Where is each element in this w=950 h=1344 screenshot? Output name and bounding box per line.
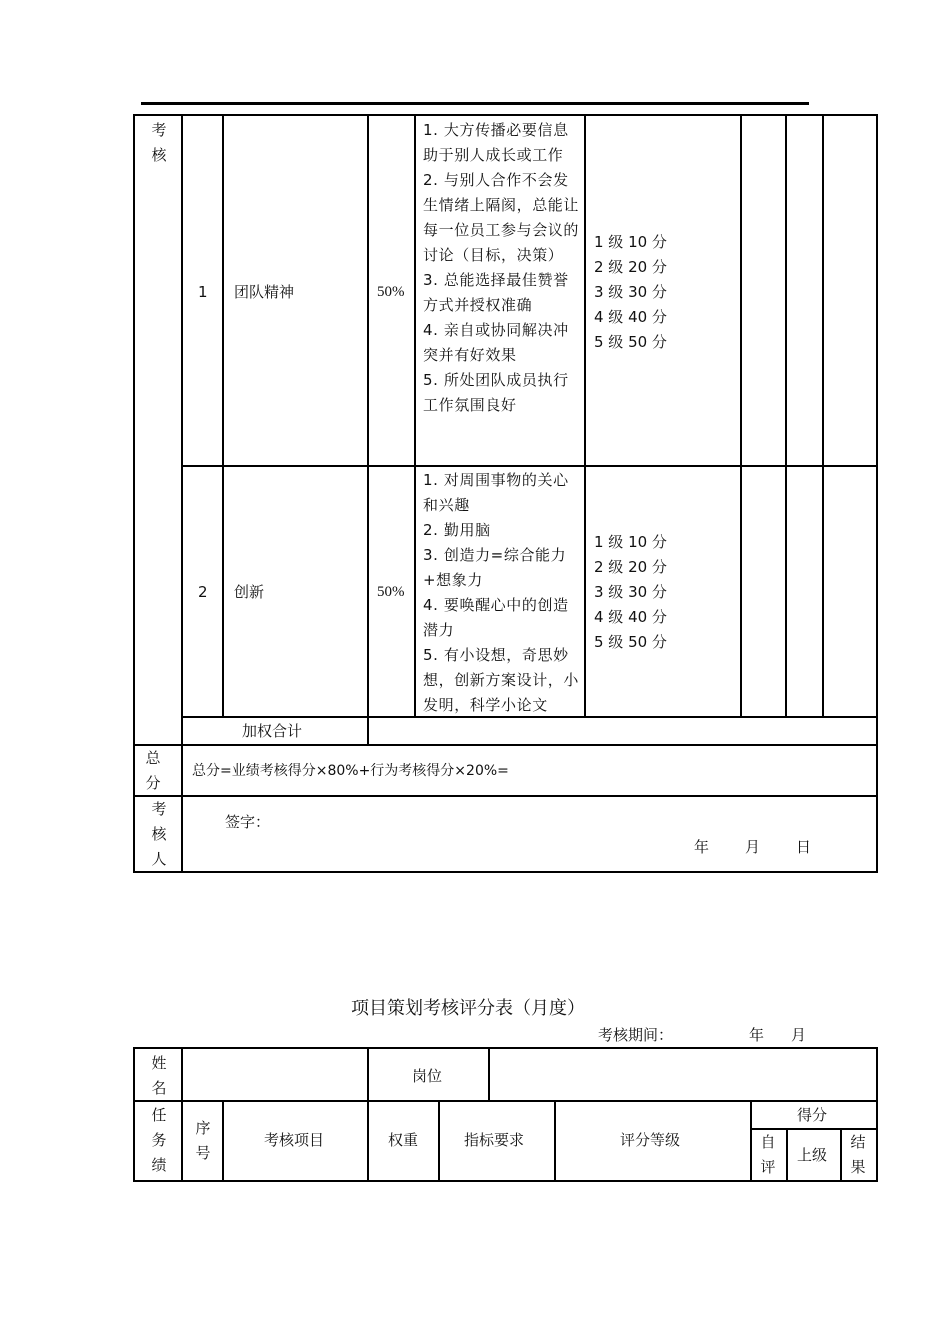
row-indicators <box>423 118 579 418</box>
col-divider <box>740 114 742 717</box>
grade-item: 1 级 10 分 <box>594 533 667 551</box>
indicator-item: 3. 总能选择最佳赞誉方式并授权准确 <box>423 271 569 314</box>
grade-item: 2 级 20 分 <box>594 258 667 276</box>
label-char: 序 <box>195 1119 211 1137</box>
side-char: 人 <box>151 850 167 868</box>
form-title: 项目策划考核评分表（月度） <box>351 998 585 1018</box>
grade-item: 1 级 10 分 <box>594 233 667 251</box>
row-divider <box>181 465 878 467</box>
indicator-item: 2. 勤用脑 <box>423 521 491 539</box>
table-border-bottom <box>133 1180 878 1182</box>
row-weight: 50% <box>377 284 405 300</box>
col-divider <box>750 1100 752 1182</box>
grade-item: 4 级 40 分 <box>594 308 667 326</box>
indicator-item: 4. 亲自或协同解决冲突并有好效果 <box>423 321 569 364</box>
row-divider <box>133 795 878 797</box>
row-number: 1 <box>198 283 208 301</box>
col-divider <box>367 114 369 745</box>
side-label-assessor <box>149 797 169 872</box>
label-char: 姓 <box>151 1054 167 1072</box>
side-char: 分 <box>145 774 161 792</box>
row-indicators <box>423 468 579 718</box>
indicator-item: 5. 有小设想，奇思妙想，创新方案设计，小发明，科学小论文 <box>423 646 580 714</box>
row-number: 2 <box>198 583 208 601</box>
post-label: 岗位 <box>412 1067 443 1085</box>
table-border-right <box>876 114 878 873</box>
side-char: 核 <box>151 825 167 843</box>
col-divider <box>822 114 824 717</box>
item-header: 考核项目 <box>264 1131 325 1149</box>
date-year: 年 <box>694 838 710 856</box>
result-header <box>848 1130 868 1180</box>
indicator-item: 2. 与别人合作不会发生情绪上隔阂，总能让每一位员工参与会议的讨论（目标，决策） <box>423 171 580 264</box>
table-border-left <box>133 114 135 873</box>
task-label <box>149 1103 169 1178</box>
grade-item: 2 级 20 分 <box>594 558 667 576</box>
label-char: 结 <box>850 1133 866 1151</box>
col-divider <box>414 114 416 717</box>
self-eval-header <box>758 1130 778 1180</box>
grade-header: 评分等级 <box>620 1131 681 1149</box>
side-label-assess <box>149 118 169 168</box>
label-char: 评 <box>760 1158 776 1176</box>
col-divider <box>785 114 787 717</box>
name-label <box>149 1051 169 1101</box>
header-rule <box>141 102 809 105</box>
col-divider <box>554 1100 556 1182</box>
col-divider <box>367 1047 369 1182</box>
label-char: 务 <box>151 1131 167 1149</box>
indicator-item: 4. 要唤醒心中的创造潜力 <box>423 596 569 639</box>
row-item: 团队精神 <box>234 283 295 301</box>
label-char: 绩 <box>151 1156 167 1174</box>
col-divider <box>181 114 183 873</box>
superior-header: 上级 <box>797 1146 828 1164</box>
grade-item: 3 级 30 分 <box>594 583 667 601</box>
col-divider <box>438 1100 440 1182</box>
grade-item: 3 级 30 分 <box>594 283 667 301</box>
row-grades <box>594 230 667 355</box>
col-divider <box>584 114 586 717</box>
col-divider <box>786 1128 788 1182</box>
table-border-bottom <box>133 871 878 873</box>
period-month: 月 <box>791 1028 807 1044</box>
date-day: 日 <box>796 838 812 856</box>
label-char: 名 <box>151 1079 167 1097</box>
date-month: 月 <box>745 838 761 856</box>
weight-header: 权重 <box>388 1131 419 1149</box>
label-char: 任 <box>151 1106 167 1124</box>
row-divider <box>133 1100 878 1102</box>
seq-label <box>193 1116 213 1166</box>
label-char: 果 <box>850 1158 866 1176</box>
row-grades <box>594 530 667 655</box>
side-label-total <box>143 746 163 796</box>
col-divider <box>488 1047 490 1101</box>
row-divider <box>133 744 878 746</box>
grade-item: 5 级 50 分 <box>594 333 667 351</box>
side-char: 总 <box>145 749 161 767</box>
table-border-right <box>876 1047 878 1182</box>
row-item: 创新 <box>234 583 265 601</box>
col-divider <box>840 1128 842 1182</box>
grade-item: 4 级 40 分 <box>594 608 667 626</box>
period-label: 考核期间： <box>598 1028 674 1044</box>
indicator-item: 1. 对周围事物的关心和兴趣 <box>423 471 569 514</box>
indicator-item: 3. 创造力=综合能力+想象力 <box>423 546 567 589</box>
score-header: 得分 <box>797 1106 828 1124</box>
indicator-header: 指标要求 <box>464 1131 525 1149</box>
grade-item: 5 级 50 分 <box>594 633 667 651</box>
total-formula: 总分=业绩考核得分×80%+行为考核得分×20%= <box>192 763 509 779</box>
side-char: 考 <box>151 800 167 818</box>
indicator-item: 1. 大方传播必要信息助于别人成长或工作 <box>423 121 569 164</box>
label-char: 号 <box>195 1144 211 1162</box>
sign-label: 签字： <box>225 813 271 831</box>
row-weight: 50% <box>377 584 405 600</box>
table-border-left <box>133 1047 135 1182</box>
col-divider <box>222 114 224 717</box>
indicator-item: 5. 所处团队成员执行工作氛围良好 <box>423 371 569 414</box>
table-border-top <box>133 114 878 116</box>
side-char: 考 <box>151 121 167 139</box>
weighted-total-label: 加权合计 <box>242 722 303 740</box>
period-year: 年 <box>749 1028 765 1044</box>
side-char: 核 <box>151 146 167 164</box>
col-divider <box>181 1047 183 1182</box>
col-divider <box>222 1100 224 1182</box>
label-char: 自 <box>760 1133 776 1151</box>
table-border-top <box>133 1047 878 1049</box>
